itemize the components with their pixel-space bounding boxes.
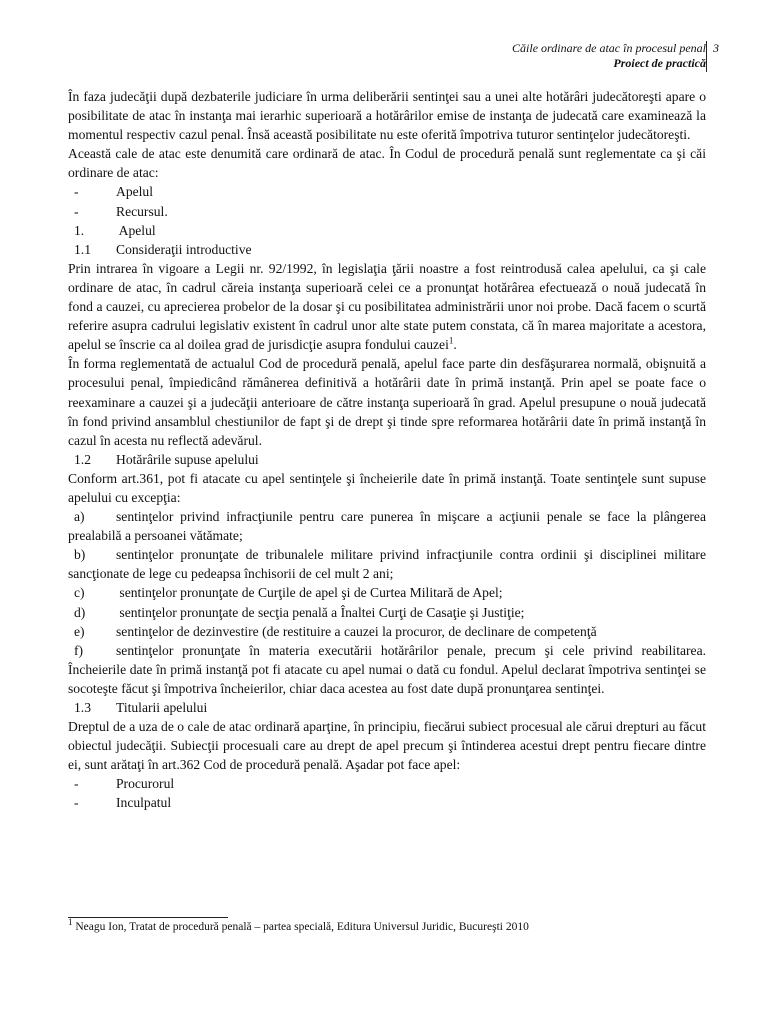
list-marker: - (74, 776, 79, 792)
list-marker: b) (74, 547, 86, 563)
list-marker: - (74, 795, 79, 811)
paragraph-text: Prin intrarea în vigoare a Legii nr. 92/1992, în legislaţia ţării noastre a fost reintrodusă calea apelului, ca şi cale ordinare de atac, în cadrul căreia instanţa superioară celei ce a pronunţat hotărârea efectuează o nouă judecată în fond a cauzei, cu aprecierea probelor de la dosar şi cu posibilitatea administrării unor noi probe. Dacă facem o scurtă referire asupra cadrului legislativ existent în cadrul unor alte state putem constata, că în marea majoritate a acestora, apelul se înscrie ca al doilea grad de jurisdicţie asupra fondului cauzei (68, 260, 706, 353)
list-marker: - (74, 203, 79, 219)
paragraph: În faza judecăţii după dezbaterile judiciare în urma deliberării sentinţei sau a unei alte hotărâri judecătoreşti apare o posibilitate de atac în instanţa mai ierarhic superioară a hotărârilor emise de instanţa de judecată care examinează la momentul respectiv cazul penal. Însă această posibilitate nu este oferită împotriva tuturor sentinţelor judecătoreşti. (68, 89, 706, 143)
page-header (512, 41, 706, 71)
paragraph: În forma reglementată de actualul Cod de procedură penală, apelul face parte din desfăşurarea normală, obişnuită a procesului penal, împiedicând rămânerea definitivă a hotărârii date în primă instanţă. Prin apel se poate face o reexaminare a cauzei şi a judecăţii anterioare de către instanţa superioară în grad. Apelul presupune o nouă judecată în fond privind ansamblul chestiunilor de fapt şi de drept şi tinde spre reformarea hotărârii date în primă instanţă în cazul în acesta nu reflectă adevărul. (68, 356, 706, 448)
list-item (68, 774, 706, 793)
header-divider (706, 41, 707, 72)
list-text: sentinţelor pronunţate de tribunalele militare privind infracţiunile contra ordinii şi disciplinei militare sancţionate de lege cu pedeapsa închisorii de cel mult 2 ani; (68, 547, 706, 582)
list-marker: c) (74, 585, 85, 601)
paragraph: Această cale de atac este denumită care ordinară de atac. În Codul de procedură penală sunt reglementate ca şi căi ordinare de atac: (68, 146, 706, 181)
list-text: Recursul. (116, 203, 168, 219)
document-body (68, 87, 706, 813)
list-text: sentinţelor pronunţate în materia executării hotărârilor penale, precum şi cele privind reabilitarea. Încheierile date în primă instanţă pot fi atacate cu apel numai o dată cu fondul. Apelul declarat împotriva sentinţei se socoteşte făcut şi împotriva încheierilor, chiar daca acestea au fost date după pronunţarea sentinţei. (68, 642, 706, 696)
list-text: sentinţelor de dezinvestire (de restituire a cauzei la procuror, de declinare de competenţă (116, 623, 597, 639)
list-text: Apelul (116, 184, 153, 200)
section-number: 1.1 (74, 241, 91, 257)
list-text: Inculpatul (116, 795, 172, 811)
paragraph (68, 259, 706, 354)
section-heading (68, 240, 706, 259)
page-number: 3 (713, 41, 719, 55)
list-marker: - (74, 184, 79, 200)
list-item (68, 583, 706, 602)
list-marker: f) (74, 642, 84, 658)
list-marker: a) (74, 509, 85, 525)
section-title: Consideraţii introductive (116, 241, 252, 257)
list-text: sentinţelor pronunţate de Curţile de apel şi de Curtea Militară de Apel; (116, 585, 503, 601)
section-heading (68, 698, 706, 717)
section-title: Hotărârile supuse apelului (116, 451, 259, 467)
section-title: Apelul (116, 222, 156, 238)
list-text: sentinţelor pronunţate de secţia penală a Înaltei Curţi de Casaţie şi Justiţie; (116, 604, 525, 620)
footnote-separator (68, 917, 228, 918)
footnote-text: Neagu Ion, Tratat de procedură penală – partea specială, Editura Universul Juridic, Bucureşti 2010 (72, 921, 529, 933)
list-item (68, 622, 706, 641)
header-title: Căile ordinare de atac în procesul penal (512, 41, 706, 55)
list-item (68, 182, 706, 201)
section-title: Titularii apelului (116, 700, 208, 715)
list-item (68, 202, 706, 221)
list-item (68, 545, 706, 583)
list-text: sentinţelor privind infracţiunile pentru care punerea în mişcare a acţiunii penale se face la plângerea prealabilă a persoanei vătămate; (68, 509, 706, 544)
list-marker: e) (74, 623, 85, 639)
footnote-marker: 1 (68, 917, 73, 928)
section-number: 1.2 (74, 451, 91, 467)
paragraph: Conform art.361, pot fi atacate cu apel sentinţele şi încheierile date în primă instanţă. Toate sentinţele sunt supuse apelului cu excepţia: (68, 470, 706, 505)
section-heading (68, 221, 706, 240)
section-number: 1.3 (74, 700, 91, 715)
paragraph: Dreptul de a uza de o cale de atac ordinară aparţine, în principiu, fiecărui subiect procesual ale cărui drepturi au făcut obiectul judecăţii. Subiecţii procesuali care au drept de apel precum şi întinderea acestui drept pentru fiecare dintre ei, sunt arătaţi în art.362 Cod de procedură penală. Aşadar pot face apel: (68, 719, 706, 773)
list-item (68, 507, 706, 545)
header-subtitle: Proiect de practică (613, 56, 706, 70)
list-text: Procurorul (116, 776, 175, 792)
paragraph-text-end: . (453, 337, 457, 353)
list-item (68, 641, 706, 698)
list-marker: d) (74, 604, 86, 620)
list-item (68, 603, 706, 622)
footnote-ref: 1 (448, 335, 454, 346)
footnote (68, 917, 529, 934)
list-item (68, 793, 706, 812)
section-number: 1. (74, 222, 85, 238)
section-heading (68, 450, 706, 469)
